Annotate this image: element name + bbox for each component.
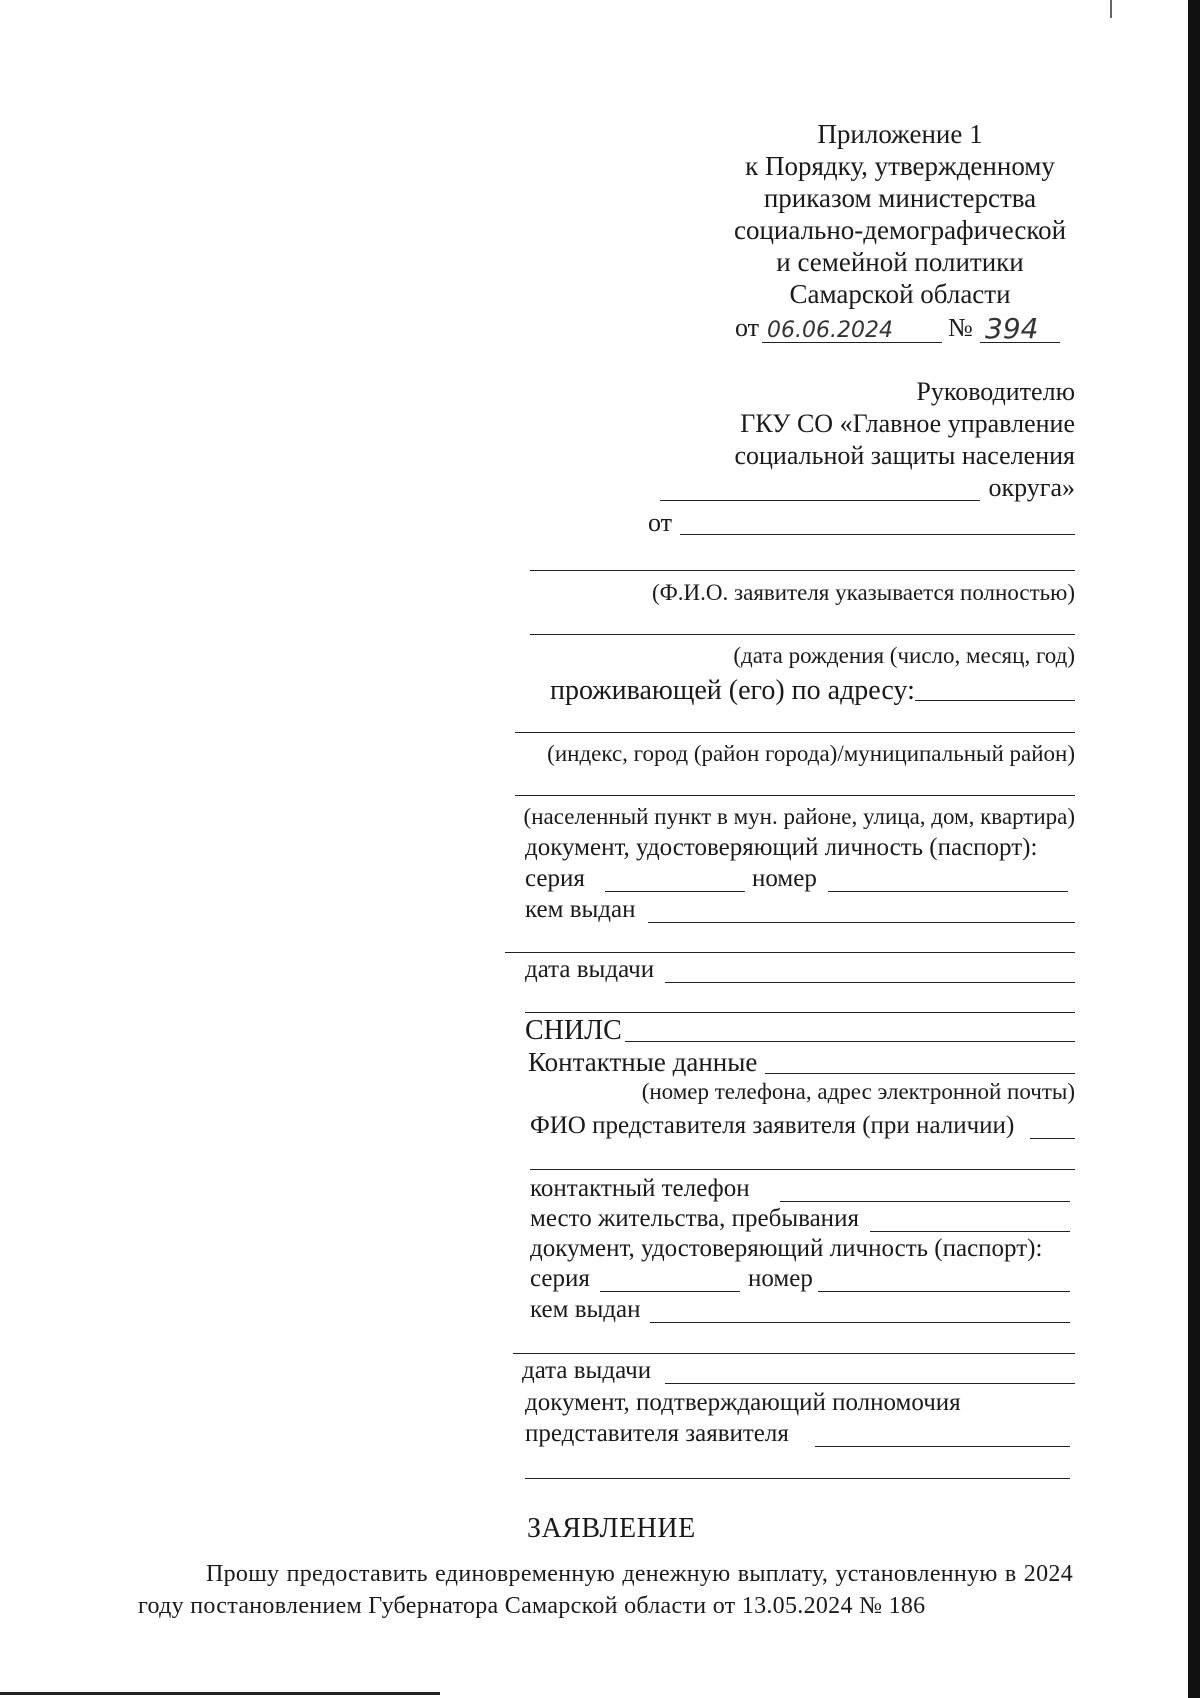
- applicant-number-label: номер: [752, 865, 817, 892]
- representative-issued-by-field[interactable]: [650, 1322, 1070, 1323]
- address-label: проживающей (его) по адресу:: [550, 675, 915, 706]
- representative-phone-label: контактный телефон: [530, 1175, 750, 1202]
- representative-number-label: номер: [748, 1265, 813, 1292]
- snils-field[interactable]: [625, 1041, 1075, 1042]
- snils-label: СНИЛС: [525, 1015, 622, 1046]
- order-date-prefix: от: [735, 313, 760, 342]
- applicant-issue-date-label: дата выдачи: [525, 956, 655, 983]
- contacts-field[interactable]: [765, 1073, 1075, 1074]
- appendix-line: и семейной политики: [776, 247, 1024, 277]
- statement-title: ЗАЯВЛЕНИЕ: [527, 1513, 696, 1544]
- address-hint-2: (населенный пункт в мун. районе, улица, дом, квартира): [523, 804, 1075, 829]
- representative-fio-field[interactable]: [1030, 1138, 1075, 1139]
- applicant-fio-field-2[interactable]: [530, 570, 1075, 571]
- contacts-label: Контактные данные: [528, 1047, 758, 1077]
- applicant-extra-field[interactable]: [525, 1012, 1075, 1013]
- authority-doc-label-2: представителя заявителя: [525, 1420, 789, 1447]
- applicant-issue-date-field[interactable]: [665, 982, 1075, 983]
- representative-issue-date-field[interactable]: [665, 1383, 1075, 1384]
- representative-issued-by-field-2[interactable]: [513, 1353, 1075, 1354]
- scan-edge-right: [1188, 0, 1200, 1698]
- order-number-handwritten: 394: [985, 312, 1039, 345]
- address-field-2[interactable]: [515, 732, 1075, 733]
- address-field[interactable]: [915, 700, 1075, 701]
- addressee-org: ГКУ СО «Главное управление: [740, 409, 1075, 438]
- applicant-number-field[interactable]: [828, 891, 1068, 892]
- representative-fio-label: ФИО представителя заявителя (при наличии): [530, 1112, 1015, 1139]
- order-date-handwritten: 06.06.2024: [767, 318, 893, 343]
- representative-number-field[interactable]: [818, 1291, 1070, 1292]
- representative-issued-by-label: кем выдан: [530, 1296, 641, 1323]
- authority-doc-field[interactable]: [815, 1446, 1070, 1447]
- representative-residence-field[interactable]: [870, 1231, 1070, 1232]
- statement-text: Прошу предоставить единовременную денежную выплату, установленную в 2024 году постановлением Губернатора Самарской области от 13.05.2024 № 186: [138, 1561, 1073, 1619]
- representative-series-label: серия: [530, 1265, 590, 1292]
- addressee-org: социальной защиты населения: [734, 441, 1075, 470]
- birth-date-hint: (дата рождения (число, месяц, год): [733, 643, 1075, 668]
- from-label: от: [648, 508, 673, 537]
- footer-rule: [0, 1692, 440, 1695]
- birth-date-field[interactable]: [530, 634, 1075, 635]
- order-number-line: [980, 342, 1060, 343]
- applicant-series-field[interactable]: [605, 891, 745, 892]
- okrug-suffix: округа»: [988, 473, 1075, 502]
- okrug-field[interactable]: [660, 500, 980, 501]
- addressee-title: Руководителю: [916, 377, 1075, 406]
- applicant-series-label: серия: [525, 865, 585, 892]
- applicant-issued-by-label: кем выдан: [525, 896, 636, 923]
- applicant-issued-by-field-2[interactable]: [505, 952, 1075, 953]
- applicant-fio-field[interactable]: [680, 534, 1075, 535]
- representative-fio-field-2[interactable]: [530, 1169, 1075, 1170]
- applicant-doc-label: документ, удостоверяющий личность (паспорт):: [525, 834, 1038, 861]
- fio-hint: (Ф.И.О. заявителя указывается полностью): [651, 580, 1075, 605]
- contacts-hint: (номер телефона, адрес электронной почты): [641, 1079, 1075, 1104]
- appendix-line: приказом министерства: [763, 183, 1037, 213]
- appendix-line: Самарской области: [789, 279, 1011, 309]
- scan-edge-mark: [1110, 0, 1112, 18]
- appendix-title: Приложение 1: [817, 119, 983, 149]
- representative-residence-label: место жительства, пребывания: [530, 1205, 859, 1232]
- representative-series-field[interactable]: [600, 1291, 740, 1292]
- authority-doc-field-2[interactable]: [525, 1478, 1070, 1479]
- representative-phone-field[interactable]: [780, 1201, 1070, 1202]
- representative-doc-label: документ, удостоверяющий личность (паспорт):: [530, 1235, 1043, 1262]
- order-date-line: [762, 342, 942, 343]
- appendix-line: социально-демографической: [733, 215, 1067, 245]
- representative-issue-date-label: дата выдачи: [522, 1357, 652, 1384]
- address-field-3[interactable]: [515, 795, 1075, 796]
- applicant-issued-by-field[interactable]: [648, 922, 1075, 923]
- address-hint-1: (индекс, город (район города)/муниципальный район): [547, 741, 1075, 766]
- authority-doc-label: документ, подтверждающий полномочия: [525, 1389, 961, 1416]
- appendix-line: к Порядку, утвержденному: [745, 151, 1055, 181]
- order-number-prefix: №: [948, 313, 973, 342]
